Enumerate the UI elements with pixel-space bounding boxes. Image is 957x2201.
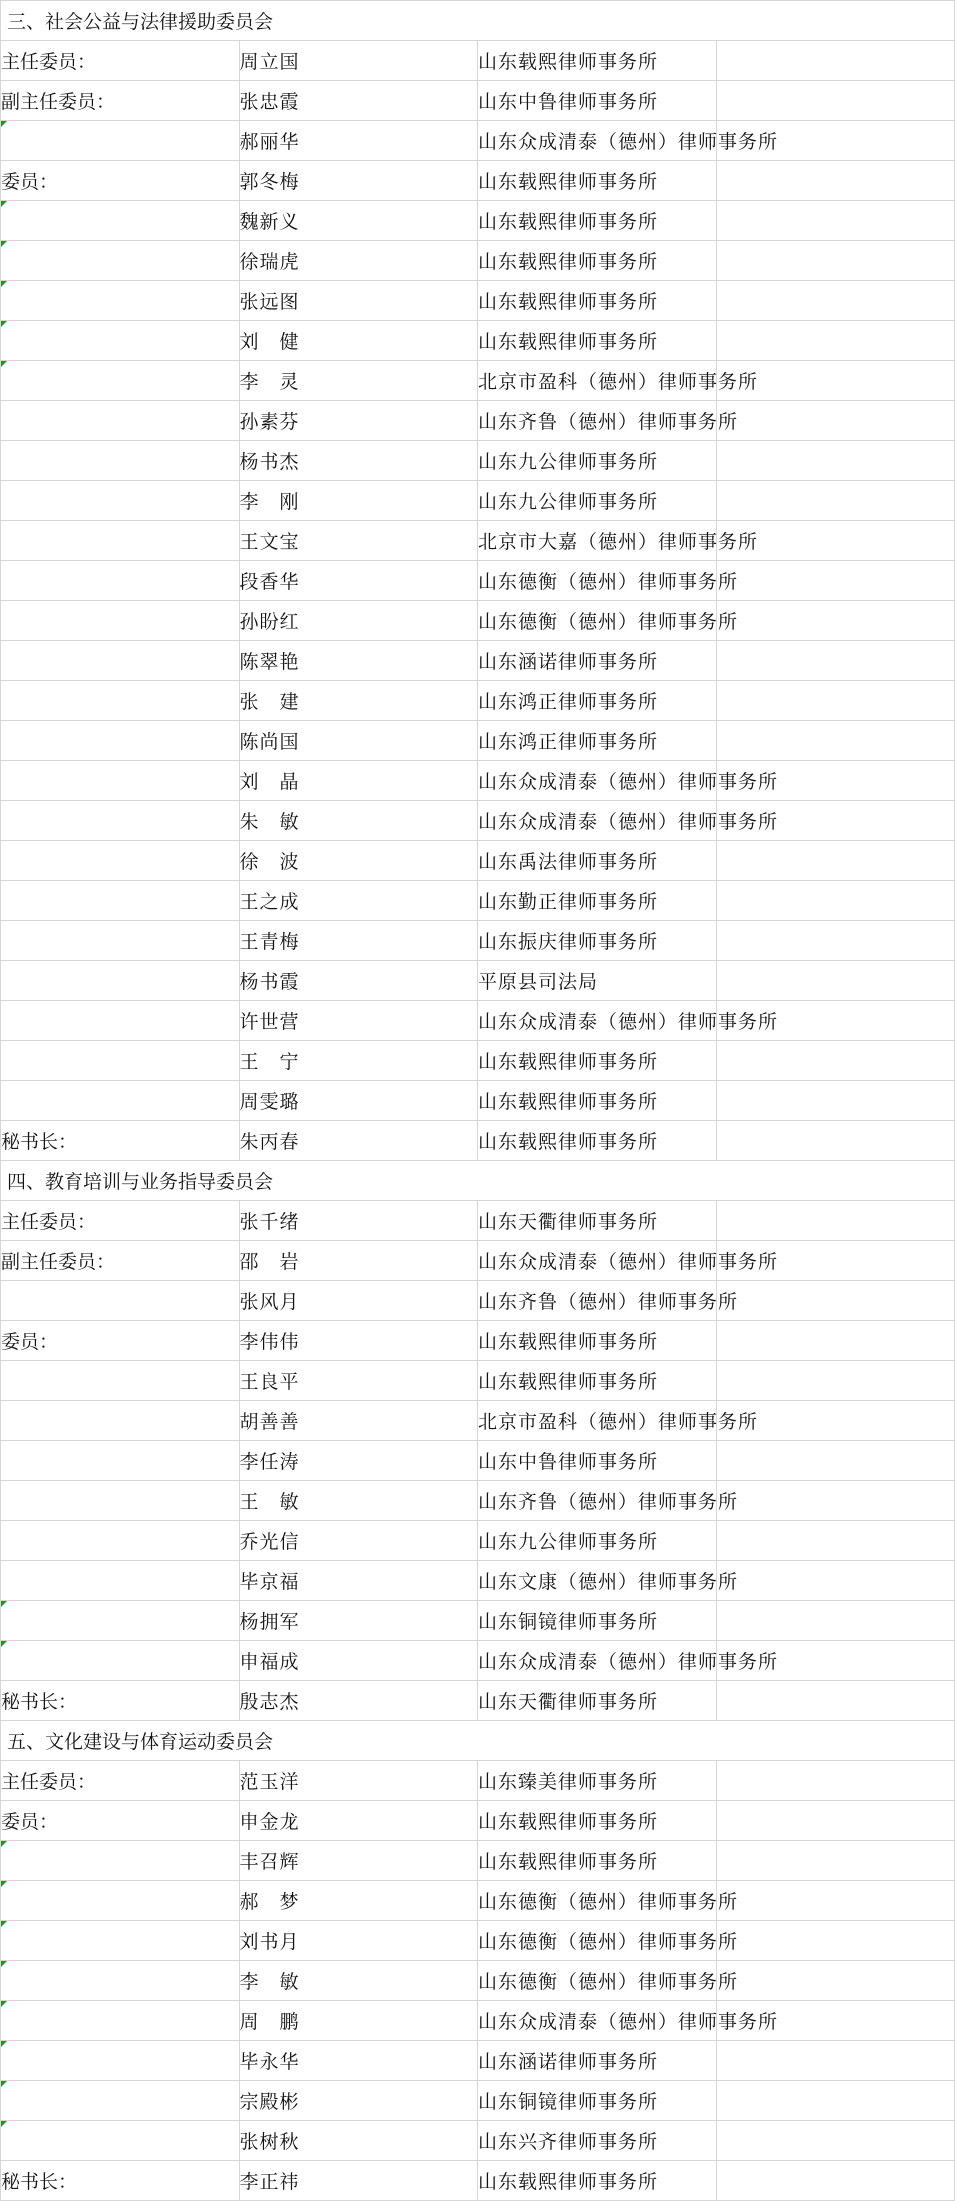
member-name-cell[interactable]: 范玉洋 [239, 1761, 478, 1801]
empty-cell[interactable] [716, 1321, 955, 1361]
member-row [1, 681, 955, 721]
role-cell[interactable] [1, 321, 240, 361]
member-row [1, 1241, 955, 1281]
law-firm-cell[interactable]: 山东天衢律师事务所 [478, 1681, 717, 1721]
member-row [1, 81, 955, 121]
member-row [1, 841, 955, 881]
empty-cell[interactable] [716, 441, 955, 481]
empty-cell[interactable] [716, 1521, 955, 1561]
law-firm-cell[interactable]: 山东载熙律师事务所 [478, 201, 717, 241]
empty-cell[interactable] [716, 241, 955, 281]
role-cell[interactable] [1, 361, 240, 401]
law-firm-cell[interactable]: 山东涵诺律师事务所 [478, 2041, 717, 2081]
role-cell[interactable] [1, 281, 240, 321]
role-cell[interactable] [1, 601, 240, 641]
law-firm-cell[interactable]: 山东众成清泰（德州）律师事务所 [478, 761, 717, 801]
member-name-cell[interactable]: 王良平 [239, 1361, 478, 1401]
empty-cell[interactable] [716, 481, 955, 521]
member-row [1, 521, 955, 561]
empty-cell[interactable] [716, 1481, 955, 1521]
role-cell[interactable] [1, 2001, 240, 2041]
member-name-cell[interactable]: 段香华 [239, 561, 478, 601]
member-name-cell[interactable]: 刘书月 [239, 1921, 478, 1961]
law-firm-cell[interactable]: 山东齐鲁（德州）律师事务所 [478, 401, 717, 441]
member-name-cell[interactable]: 王之成 [239, 881, 478, 921]
member-row [1, 1401, 955, 1441]
member-row [1, 201, 955, 241]
section-header-row [1, 1721, 955, 1761]
member-name-cell[interactable]: 丰召辉 [239, 1841, 478, 1881]
member-row [1, 1761, 955, 1801]
member-name-cell[interactable]: 申福成 [239, 1641, 478, 1681]
member-name-cell[interactable]: 刘 晶 [239, 761, 478, 801]
role-cell[interactable] [1, 121, 240, 161]
member-row [1, 1281, 955, 1321]
member-name-cell[interactable]: 毕京福 [239, 1561, 478, 1601]
member-name-cell[interactable]: 邵 岩 [239, 1241, 478, 1281]
empty-cell[interactable] [716, 1681, 955, 1721]
member-row [1, 281, 955, 321]
member-name-cell[interactable]: 杨拥军 [239, 1601, 478, 1641]
member-name-cell[interactable]: 张忠霞 [239, 81, 478, 121]
empty-cell[interactable] [716, 641, 955, 681]
empty-cell[interactable] [716, 561, 955, 601]
member-row [1, 721, 955, 761]
role-cell[interactable] [1, 1561, 240, 1601]
member-name-cell[interactable]: 杨书霞 [239, 961, 478, 1001]
section-title[interactable]: 三、社会公益与法律援助委员会 [1, 1, 955, 41]
law-firm-cell[interactable]: 山东德衡（德州）律师事务所 [478, 601, 717, 641]
member-row [1, 161, 955, 201]
role-cell[interactable] [1, 1481, 240, 1521]
role-cell[interactable] [1, 1281, 240, 1321]
empty-cell[interactable] [716, 201, 955, 241]
member-row [1, 1641, 955, 1681]
role-cell[interactable] [1, 761, 240, 801]
law-firm-cell[interactable]: 山东德衡（德州）律师事务所 [478, 561, 717, 601]
law-firm-cell[interactable]: 山东载熙律师事务所 [478, 41, 717, 81]
member-name-cell[interactable]: 郭冬梅 [239, 161, 478, 201]
member-row [1, 1921, 955, 1961]
role-cell[interactable] [1, 401, 240, 441]
empty-cell[interactable] [716, 1441, 955, 1481]
member-name-cell[interactable]: 周立国 [239, 41, 478, 81]
role-cell[interactable] [1, 1601, 240, 1641]
role-cell[interactable]: 秘书长： [1, 2161, 240, 2201]
empty-cell[interactable] [716, 81, 955, 121]
member-name-cell[interactable]: 申金龙 [239, 1801, 478, 1841]
member-row [1, 2081, 955, 2121]
empty-cell[interactable] [716, 1841, 955, 1881]
member-row [1, 1321, 955, 1361]
member-row [1, 1961, 955, 2001]
member-name-cell[interactable]: 周 鹏 [239, 2001, 478, 2041]
law-firm-cell[interactable]: 山东九公律师事务所 [478, 481, 717, 521]
member-name-cell[interactable]: 张 建 [239, 681, 478, 721]
member-name-cell[interactable]: 郝 梦 [239, 1881, 478, 1921]
member-row [1, 1521, 955, 1561]
role-cell[interactable] [1, 2041, 240, 2081]
empty-cell[interactable] [716, 401, 955, 441]
section-header-row [1, 1161, 955, 1201]
law-firm-cell[interactable]: 山东众成清泰（德州）律师事务所 [478, 1001, 717, 1041]
member-row [1, 1841, 955, 1881]
member-name-cell[interactable]: 张树秋 [239, 2121, 478, 2161]
empty-cell[interactable] [716, 281, 955, 321]
role-cell[interactable] [1, 2121, 240, 2161]
law-firm-cell[interactable]: 山东九公律师事务所 [478, 1521, 717, 1561]
member-row [1, 601, 955, 641]
law-firm-cell[interactable]: 山东天衢律师事务所 [478, 1201, 717, 1241]
role-cell[interactable] [1, 481, 240, 521]
law-firm-cell[interactable]: 山东载熙律师事务所 [478, 1081, 717, 1121]
role-cell[interactable] [1, 1001, 240, 1041]
member-row [1, 1801, 955, 1841]
member-name-cell[interactable]: 张千绪 [239, 1201, 478, 1241]
member-row [1, 2001, 955, 2041]
member-name-cell[interactable]: 乔光信 [239, 1521, 478, 1561]
empty-cell[interactable] [716, 2041, 955, 2081]
member-row [1, 361, 955, 401]
role-cell[interactable]: 委员： [1, 161, 240, 201]
member-name-cell[interactable]: 王青梅 [239, 921, 478, 961]
role-cell[interactable] [1, 1441, 240, 1481]
member-row [1, 881, 955, 921]
member-row [1, 441, 955, 481]
law-firm-cell[interactable]: 山东众成清泰（德州）律师事务所 [478, 1641, 717, 1681]
member-name-cell[interactable]: 陈翠艳 [239, 641, 478, 681]
member-row [1, 1081, 955, 1121]
empty-cell[interactable] [716, 1121, 955, 1161]
law-firm-cell[interactable]: 山东载熙律师事务所 [478, 241, 717, 281]
empty-cell[interactable] [716, 321, 955, 361]
member-row [1, 481, 955, 521]
member-name-cell[interactable]: 李 敏 [239, 1961, 478, 2001]
law-firm-cell[interactable]: 山东勤正律师事务所 [478, 881, 717, 921]
empty-cell[interactable] [716, 601, 955, 641]
law-firm-cell[interactable]: 山东载熙律师事务所 [478, 1321, 717, 1361]
role-cell[interactable] [1, 681, 240, 721]
role-cell[interactable] [1, 521, 240, 561]
member-row [1, 1361, 955, 1401]
member-name-cell[interactable]: 杨书杰 [239, 441, 478, 481]
section-header-row [1, 1, 955, 41]
role-cell[interactable] [1, 561, 240, 601]
role-cell[interactable] [1, 881, 240, 921]
member-row [1, 921, 955, 961]
member-name-cell[interactable]: 张远图 [239, 281, 478, 321]
member-name-cell[interactable]: 王 敏 [239, 1481, 478, 1521]
member-name-cell[interactable]: 宗殿彬 [239, 2081, 478, 2121]
member-row [1, 1561, 955, 1601]
role-cell[interactable] [1, 1041, 240, 1081]
member-row [1, 121, 955, 161]
law-firm-cell[interactable]: 山东齐鲁（德州）律师事务所 [478, 1281, 717, 1321]
role-cell[interactable] [1, 1841, 240, 1881]
empty-cell[interactable] [716, 1561, 955, 1601]
role-cell[interactable]: 主任委员： [1, 1761, 240, 1801]
member-row [1, 1681, 955, 1721]
empty-cell[interactable] [716, 1281, 955, 1321]
empty-cell[interactable] [716, 921, 955, 961]
law-firm-cell[interactable]: 山东载熙律师事务所 [478, 1361, 717, 1401]
law-firm-cell[interactable]: 山东鸿正律师事务所 [478, 721, 717, 761]
law-firm-cell[interactable]: 山东载熙律师事务所 [478, 1121, 717, 1161]
role-cell[interactable] [1, 721, 240, 761]
member-row [1, 241, 955, 281]
law-firm-cell[interactable]: 山东载熙律师事务所 [478, 161, 717, 201]
role-cell[interactable] [1, 201, 240, 241]
member-row [1, 1441, 955, 1481]
member-row [1, 2161, 955, 2201]
member-row [1, 961, 955, 1001]
role-cell[interactable]: 主任委员： [1, 41, 240, 81]
member-row [1, 1041, 955, 1081]
law-firm-cell[interactable]: 山东禹法律师事务所 [478, 841, 717, 881]
section-title[interactable]: 五、文化建设与体育运动委员会 [1, 1721, 955, 1761]
member-name-cell[interactable]: 李正祎 [239, 2161, 478, 2201]
role-cell[interactable] [1, 1641, 240, 1681]
role-cell[interactable]: 委员： [1, 1801, 240, 1841]
member-name-cell[interactable]: 徐 波 [239, 841, 478, 881]
section-title[interactable]: 四、教育培训与业务指导委员会 [1, 1161, 955, 1201]
member-name-cell[interactable]: 王文宝 [239, 521, 478, 561]
role-cell[interactable]: 委员： [1, 1321, 240, 1361]
law-firm-cell[interactable]: 山东齐鲁（德州）律师事务所 [478, 1481, 717, 1521]
empty-cell[interactable] [716, 1361, 955, 1401]
role-cell[interactable] [1, 1361, 240, 1401]
role-cell[interactable] [1, 1881, 240, 1921]
member-name-cell[interactable]: 朱 敏 [239, 801, 478, 841]
empty-cell[interactable] [716, 2161, 955, 2201]
member-name-cell[interactable]: 朱丙春 [239, 1121, 478, 1161]
empty-cell[interactable] [716, 881, 955, 921]
empty-cell[interactable] [716, 1601, 955, 1641]
law-firm-cell[interactable]: 山东兴齐律师事务所 [478, 2121, 717, 2161]
law-firm-cell[interactable]: 山东众成清泰（德州）律师事务所 [478, 2001, 717, 2041]
law-firm-cell[interactable]: 山东鸿正律师事务所 [478, 681, 717, 721]
member-row [1, 321, 955, 361]
empty-cell[interactable] [716, 1961, 955, 2001]
law-firm-cell[interactable]: 山东中鲁律师事务所 [478, 1441, 717, 1481]
member-name-cell[interactable]: 殷志杰 [239, 1681, 478, 1721]
empty-cell[interactable] [716, 2081, 955, 2121]
member-name-cell[interactable]: 王 宁 [239, 1041, 478, 1081]
empty-cell[interactable] [716, 2121, 955, 2161]
law-firm-cell[interactable]: 山东涵诺律师事务所 [478, 641, 717, 681]
empty-cell[interactable] [716, 1201, 955, 1241]
law-firm-cell[interactable]: 山东文康（德州）律师事务所 [478, 1561, 717, 1601]
member-row [1, 41, 955, 81]
member-name-cell[interactable]: 孙素芬 [239, 401, 478, 441]
law-firm-cell[interactable]: 山东载熙律师事务所 [478, 2161, 717, 2201]
member-row [1, 561, 955, 601]
law-firm-cell[interactable]: 北京市盈科（德州）律师事务所 [478, 1401, 717, 1441]
member-row [1, 401, 955, 441]
member-name-cell[interactable]: 毕永华 [239, 2041, 478, 2081]
member-row [1, 1601, 955, 1641]
law-firm-cell[interactable]: 山东铜镜律师事务所 [478, 2081, 717, 2121]
law-firm-cell[interactable]: 山东德衡（德州）律师事务所 [478, 1921, 717, 1961]
member-name-cell[interactable]: 李 刚 [239, 481, 478, 521]
member-row [1, 1201, 955, 1241]
member-row [1, 1121, 955, 1161]
role-cell[interactable] [1, 441, 240, 481]
member-name-cell[interactable]: 孙盼红 [239, 601, 478, 641]
member-row [1, 801, 955, 841]
role-cell[interactable]: 副主任委员： [1, 1241, 240, 1281]
law-firm-cell[interactable]: 山东德衡（德州）律师事务所 [478, 1881, 717, 1921]
member-row [1, 1881, 955, 1921]
member-row [1, 1001, 955, 1041]
law-firm-cell[interactable]: 山东载熙律师事务所 [478, 1041, 717, 1081]
member-row [1, 2041, 955, 2081]
member-name-cell[interactable]: 李伟伟 [239, 1321, 478, 1361]
law-firm-cell[interactable]: 山东臻美律师事务所 [478, 1761, 717, 1801]
role-cell[interactable] [1, 801, 240, 841]
role-cell[interactable]: 秘书长： [1, 1121, 240, 1161]
law-firm-cell[interactable]: 山东铜镜律师事务所 [478, 1601, 717, 1641]
law-firm-cell[interactable]: 平原县司法局 [478, 961, 717, 1001]
law-firm-cell[interactable]: 北京市大嘉（德州）律师事务所 [478, 521, 717, 561]
law-firm-cell[interactable]: 山东众成清泰（德州）律师事务所 [478, 1241, 717, 1281]
empty-cell[interactable] [716, 1881, 955, 1921]
law-firm-cell[interactable]: 山东载熙律师事务所 [478, 321, 717, 361]
empty-cell[interactable] [716, 1081, 955, 1121]
empty-cell[interactable] [716, 681, 955, 721]
law-firm-cell[interactable]: 山东众成清泰（德州）律师事务所 [478, 121, 717, 161]
role-cell[interactable] [1, 1401, 240, 1441]
law-firm-cell[interactable]: 山东振庆律师事务所 [478, 921, 717, 961]
empty-cell[interactable] [716, 1761, 955, 1801]
law-firm-cell[interactable]: 北京市盈科（德州）律师事务所 [478, 361, 717, 401]
member-name-cell[interactable]: 郝丽华 [239, 121, 478, 161]
empty-cell[interactable] [716, 841, 955, 881]
role-cell[interactable]: 秘书长： [1, 1681, 240, 1721]
role-cell[interactable] [1, 1961, 240, 2001]
member-row [1, 2121, 955, 2161]
empty-cell[interactable] [716, 1801, 955, 1841]
member-name-cell[interactable]: 许世营 [239, 1001, 478, 1041]
member-name-cell[interactable]: 刘 健 [239, 321, 478, 361]
empty-cell[interactable] [716, 41, 955, 81]
law-firm-cell[interactable]: 山东九公律师事务所 [478, 441, 717, 481]
member-name-cell[interactable]: 张风月 [239, 1281, 478, 1321]
law-firm-cell[interactable]: 山东德衡（德州）律师事务所 [478, 1961, 717, 2001]
member-name-cell[interactable]: 徐瑞虎 [239, 241, 478, 281]
role-cell[interactable] [1, 1081, 240, 1121]
law-firm-cell[interactable]: 山东众成清泰（德州）律师事务所 [478, 801, 717, 841]
member-name-cell[interactable]: 李任涛 [239, 1441, 478, 1481]
role-cell[interactable] [1, 1521, 240, 1561]
member-row [1, 761, 955, 801]
empty-cell[interactable] [716, 721, 955, 761]
member-row [1, 1481, 955, 1521]
role-cell[interactable] [1, 2081, 240, 2121]
member-name-cell[interactable]: 李 灵 [239, 361, 478, 401]
role-cell[interactable]: 主任委员： [1, 1201, 240, 1241]
law-firm-cell[interactable]: 山东载熙律师事务所 [478, 281, 717, 321]
law-firm-cell[interactable]: 山东载熙律师事务所 [478, 1801, 717, 1841]
member-name-cell[interactable]: 魏新义 [239, 201, 478, 241]
role-cell[interactable] [1, 1921, 240, 1961]
law-firm-cell[interactable]: 山东载熙律师事务所 [478, 1841, 717, 1881]
member-name-cell[interactable]: 胡善善 [239, 1401, 478, 1441]
empty-cell[interactable] [716, 1041, 955, 1081]
role-cell[interactable] [1, 961, 240, 1001]
member-name-cell[interactable]: 陈尚国 [239, 721, 478, 761]
member-name-cell[interactable]: 周雯璐 [239, 1081, 478, 1121]
member-row [1, 641, 955, 681]
role-cell[interactable] [1, 841, 240, 881]
role-cell[interactable]: 副主任委员： [1, 81, 240, 121]
empty-cell[interactable] [716, 1921, 955, 1961]
role-cell[interactable] [1, 641, 240, 681]
empty-cell[interactable] [716, 961, 955, 1001]
role-cell[interactable] [1, 921, 240, 961]
empty-cell[interactable] [716, 161, 955, 201]
role-cell[interactable] [1, 241, 240, 281]
law-firm-cell[interactable]: 山东中鲁律师事务所 [478, 81, 717, 121]
